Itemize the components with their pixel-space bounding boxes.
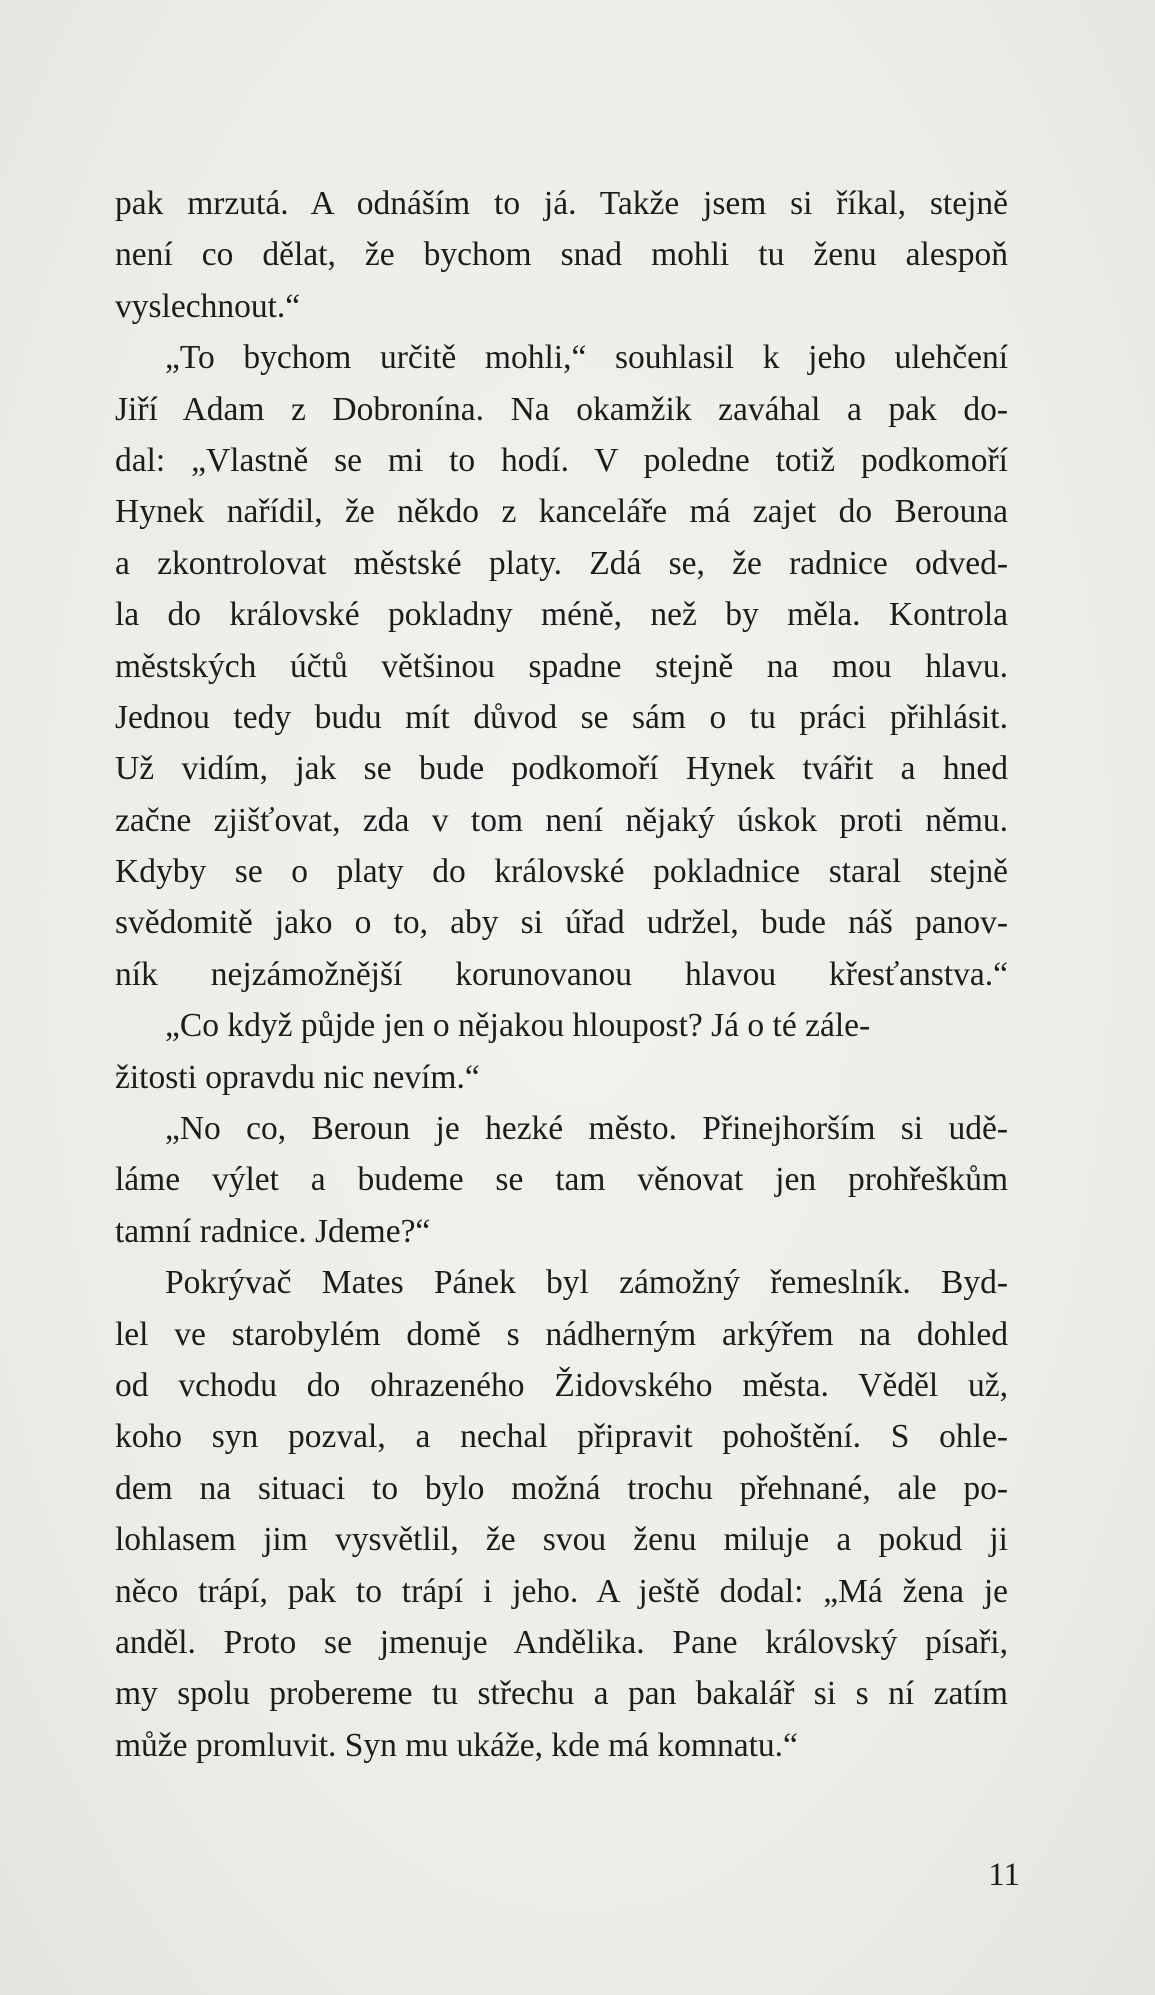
text-line: my spolu probereme tu střechu a pan bakalář si s ní zatím: [115, 1675, 1008, 1713]
text-line: tamní radnice. Jdeme?“: [115, 1212, 431, 1250]
text-line: lohlasem jim vysvětlil, že svou ženu miluje a pokud ji: [115, 1521, 1008, 1559]
text-line: něco trápí, pak to trápí i jeho. A ještě dodal: „Má žena je: [115, 1572, 1008, 1610]
text-line: není co dělat, že bychom snad mohli tu ženu alespoň: [115, 236, 1008, 274]
page-number: 11: [988, 1857, 1020, 1893]
text-line: láme výlet a budeme se tam věnovat jen prohřeškům: [115, 1161, 1008, 1199]
text-line: la do královské pokladny méně, než by měla. Kontrola: [115, 596, 1008, 634]
text-line: Jednou tedy budu mít důvod se sám o tu práci přihlásit.: [115, 698, 1008, 736]
text-line: Už vidím, jak se bude podkomoří Hynek tvářit a hned: [115, 750, 1008, 788]
text-line: začne zjišťovat, zda v tom není nějaký úskok proti němu.: [115, 801, 1008, 839]
text-line: a zkontrolovat městské platy. Zdá se, že radnice odved-: [115, 544, 1008, 582]
body-text: [115, 178, 1008, 1771]
text-line: anděl. Proto se jmenuje Andělika. Pane královský písaři,: [115, 1623, 1008, 1661]
text-line: může promluvit. Syn mu ukáže, kde má komnatu.“: [115, 1726, 798, 1764]
text-line: Jiří Adam z Dobronína. Na okamžik zaváhal a pak do-: [115, 390, 1008, 428]
text-line: koho syn pozval, a nechal připravit pohoštění. S ohle-: [115, 1418, 1008, 1456]
text-line: „Co když půjde jen o nějakou hloupost? Já o té zále-: [165, 1007, 871, 1045]
text-line: od vchodu do ohrazeného Židovského města. Věděl už,: [115, 1366, 1008, 1404]
text-line: městských účtů většinou spadne stejně na mou hlavu.: [115, 647, 1008, 685]
text-line: Hynek nařídil, že někdo z kanceláře má zajet do Berouna: [115, 493, 1008, 531]
text-line: svědomitě jako o to, aby si úřad udržel, bude náš panov-: [115, 904, 1008, 942]
text-line: lel ve starobylém domě s nádherným arkýřem na dohled: [115, 1315, 1008, 1353]
text-line: Pokrývač Mates Pánek byl zámožný řemeslník. Byd-: [165, 1264, 1008, 1302]
text-line: dem na situaci to bylo možná trochu přehnané, ale po-: [115, 1469, 1008, 1507]
text-line: Kdyby se o platy do královské pokladnice staral stejně: [115, 853, 1008, 891]
text-line: „No co, Beroun je hezké město. Přinejhorším si udě-: [165, 1110, 1008, 1148]
text-line: dal: „Vlastně se mi to hodí. V poledne totiž podkomoří: [115, 441, 1008, 479]
text-line: pak mrzutá. A odnáším to já. Takže jsem si říkal, stejně: [115, 185, 1008, 222]
text-line: vyslechnout.“: [115, 287, 301, 325]
text-line: žitosti opravdu nic nevím.“: [115, 1058, 480, 1096]
text-line: ník nejzámožnější korunovanou hlavou křesťanstva.“: [115, 955, 1008, 993]
text-line: „To bychom určitě mohli,“ souhlasil k jeho ulehčení: [165, 339, 1008, 377]
